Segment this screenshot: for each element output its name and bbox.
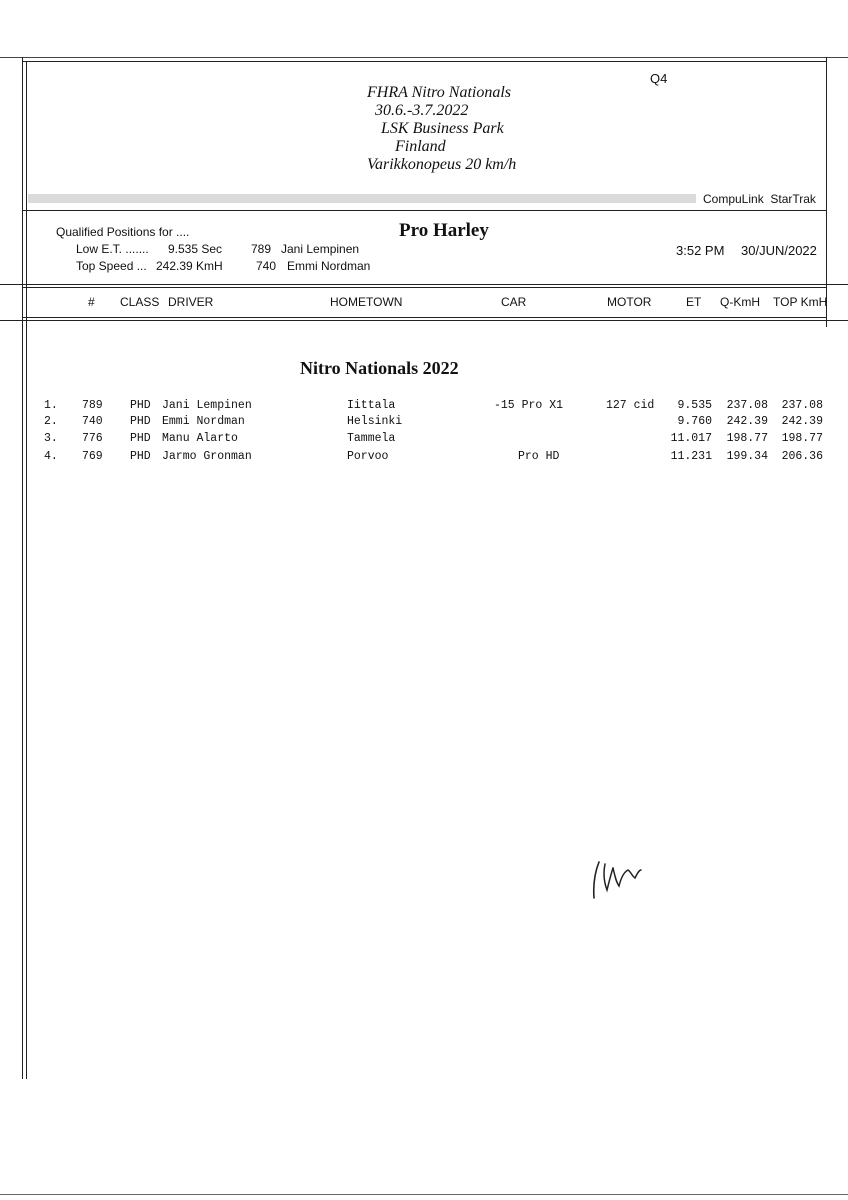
bottom-border-line — [0, 1194, 848, 1195]
low-et-number: 789 — [251, 242, 272, 256]
class-title: Pro Harley — [399, 220, 489, 241]
row-class: PHD — [130, 399, 151, 412]
row-topkmh: 242.39 — [781, 415, 823, 428]
report-date: 30/JUN/2022 — [741, 243, 817, 258]
system-brand: CompuLink StarTrak — [703, 192, 816, 206]
row-qkmh: 198.77 — [726, 432, 768, 445]
top-speed-number: 740 — [256, 259, 277, 273]
event-venue: LSK Business Park — [381, 120, 504, 137]
left-border-line-inner — [26, 61, 27, 1079]
row-class: PHD — [130, 450, 151, 463]
row-hometown: Tammela — [347, 432, 396, 445]
top-border-line-inner — [22, 61, 826, 62]
row-driver: Jarmo Gronman — [162, 450, 252, 463]
row-topkmh: 206.36 — [781, 450, 823, 463]
low-et-driver: Jani Lempinen — [281, 242, 360, 256]
row-driver: Manu Alarto — [162, 432, 238, 445]
event-dates: 30.6.-3.7.2022 — [375, 102, 469, 119]
top-border-line — [0, 57, 848, 58]
dotted-separator — [28, 194, 696, 203]
row-class: PHD — [130, 432, 151, 445]
row-car: -15 Pro X1 — [494, 399, 564, 412]
low-et-value: 9.535 Sec — [168, 242, 223, 256]
columns-top-line-2 — [22, 287, 826, 288]
col-header-driver: DRIVER — [168, 295, 214, 309]
col-header-class: CLASS — [120, 295, 160, 309]
row-number: 740 — [82, 415, 103, 428]
row-et: 9.760 — [677, 415, 712, 428]
columns-bottom-line — [22, 317, 826, 318]
qualified-label: Qualified Positions for .... — [56, 225, 190, 239]
row-hometown: Porvoo — [347, 450, 389, 463]
row-motor: 127 cid — [606, 399, 655, 412]
col-header-car: CAR — [501, 295, 527, 309]
col-header-hometown: HOMETOWN — [330, 295, 403, 309]
row-topkmh: 237.08 — [781, 399, 823, 412]
col-header-motor: MOTOR — [607, 295, 652, 309]
row-qkmh: 199.34 — [726, 450, 768, 463]
row-position: 3. — [44, 432, 58, 445]
row-number: 776 — [82, 432, 103, 445]
row-qkmh: 242.39 — [726, 415, 768, 428]
section-title: Nitro Nationals 2022 — [300, 358, 459, 378]
top-speed-label: Top Speed ... — [76, 259, 147, 273]
top-speed-driver: Emmi Nordman — [287, 259, 371, 273]
top-speed-value: 242.39 KmH — [156, 259, 223, 273]
event-country: Finland — [395, 138, 446, 155]
col-header-num: # — [88, 295, 95, 309]
col-header-topkmh: TOP KmH — [773, 295, 828, 309]
row-driver: Emmi Nordman — [162, 415, 245, 428]
col-header-et: ET — [686, 295, 702, 309]
row-position: 4. — [44, 450, 58, 463]
columns-top-line — [0, 284, 848, 285]
header-separator-line — [22, 210, 826, 211]
row-topkmh: 198.77 — [781, 432, 823, 445]
row-et: 9.535 — [677, 399, 712, 412]
row-et: 11.231 — [670, 450, 712, 463]
row-driver: Jani Lempinen — [162, 399, 252, 412]
event-title: FHRA Nitro Nationals — [367, 84, 512, 101]
columns-bottom-line-2 — [0, 320, 848, 321]
row-hometown: Iittala — [347, 399, 396, 412]
row-number: 769 — [82, 450, 103, 463]
low-et-label: Low E.T. ....... — [76, 242, 149, 256]
row-number: 789 — [82, 399, 103, 412]
row-car: Pro HD — [518, 450, 560, 463]
page-code: Q4 — [650, 71, 668, 86]
pit-speed-notice: Varikkonopeus 20 km/h — [367, 156, 517, 173]
col-header-qkmh: Q-KmH — [720, 295, 760, 309]
row-hometown: Helsinki — [347, 415, 403, 428]
report-time: 3:52 PM — [676, 243, 725, 258]
row-et: 11.017 — [670, 432, 712, 445]
right-border-line — [826, 57, 827, 327]
row-qkmh: 237.08 — [726, 399, 768, 412]
row-position: 1. — [44, 399, 58, 412]
row-class: PHD — [130, 415, 151, 428]
row-position: 2. — [44, 415, 58, 428]
signature — [585, 850, 655, 910]
